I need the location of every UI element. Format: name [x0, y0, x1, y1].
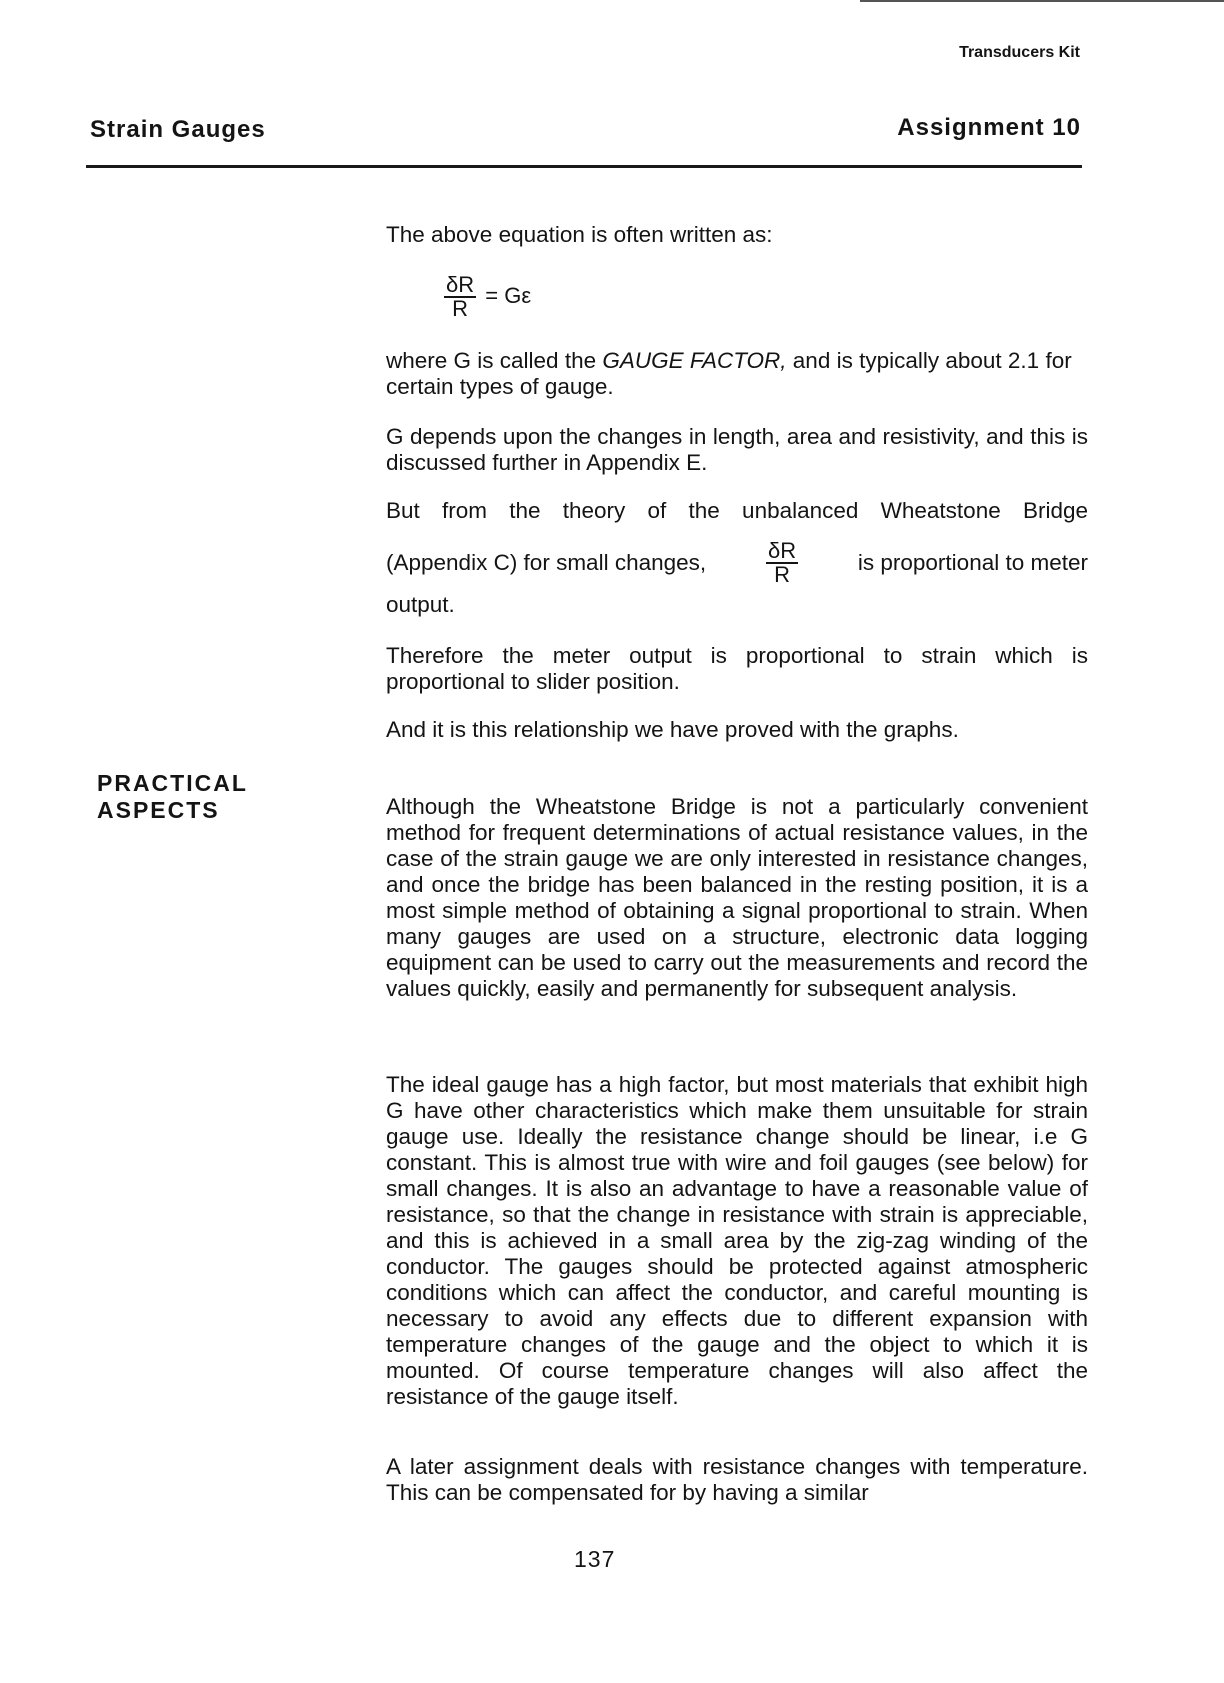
section-title: Strain Gauges: [90, 116, 266, 143]
gauge-factor-paragraph: [386, 348, 1088, 400]
inline-numerator: δR: [767, 538, 797, 563]
graphs-paragraph: And it is this relationship we have proved with the graphs.: [386, 717, 959, 742]
equation-denominator: R: [452, 296, 469, 321]
equation-intro: The above equation is often written as:: [386, 222, 773, 247]
header-rule: [86, 165, 1082, 168]
gauge-factor-term: GAUGE FACTOR,: [602, 348, 787, 373]
side-heading-line2: ASPECTS: [97, 797, 220, 823]
proportional-text: is proportional to meter: [857, 550, 1088, 575]
practical-paragraph-3: A later assignment deals with resistance changes with temperature. This can be compensated for by having a similar: [386, 1454, 1088, 1505]
p1-text-b: and is typically about 2.1 for certain types of gauge.: [386, 348, 1072, 399]
practical-paragraph-2: The ideal gauge has a high factor, but most materials that exhibit high G have other characteristics which make them unsuitable for strain gauge use. Ideally the resistance change should be linear, i.e G constant. This is almost true with wire and foil gauges (see below) for small changes. It is also an advantage to have a reasonable value of resistance, so that the change in resistance with strain is appreciable, and this is achieved in a small area by the zig-zag winding of the conductor. The gauges should be protected against atmospheric conditions which can affect the conductor, and careful mounting is necessary to avoid any effects due to different expansion with temperature changes of the gauge and the object to which it is mounted. Of course temperature changes will also affect the resistance of the gauge itself.: [386, 1072, 1088, 1409]
equation-numerator: δR: [446, 272, 475, 297]
p1-text-a: where G is called the: [386, 348, 603, 373]
equation-rhs: = Gε: [485, 282, 532, 308]
practical-aspects-heading: [97, 770, 248, 824]
practical-paragraph-1: Although the Wheatstone Bridge is not a particularly convenient method for frequent determinations of actual resistance values, in the case of the strain gauge we are only interested in resistance changes, and once the bridge has been balanced in the resting position, it is a most simple method of obtaining a signal proportional to strain. When many gauges are used on a structure, electronic data logging equipment can be used to carry out the measurements and record the values quickly, easily and permanently for subsequent analysis.: [386, 794, 1088, 1001]
output-word: output.: [386, 592, 455, 617]
kit-title: Transducers Kit: [959, 44, 1080, 61]
inline-fraction: [766, 540, 798, 586]
page-number: 137: [574, 1546, 616, 1572]
inline-denominator: R: [774, 562, 790, 587]
top-edge-line: [860, 0, 1224, 2]
wheatstone-paragraph: But from the theory of the unbalanced Wheatstone Bridge: [386, 498, 1088, 523]
assignment-label: Assignment 10: [897, 114, 1081, 141]
appendix-text: (Appendix C) for small changes,: [386, 550, 707, 575]
appendix-line: [386, 540, 1088, 586]
equation-fraction: [444, 274, 476, 320]
gauge-equation: [444, 274, 531, 320]
side-heading-line1: PRACTICAL: [97, 770, 248, 796]
depends-paragraph: G depends upon the changes in length, area and resistivity, and this is discussed further in Appendix E.: [386, 424, 1088, 475]
meter-output-paragraph: Therefore the meter output is proportional to strain which is proportional to slider position.: [386, 643, 1088, 694]
